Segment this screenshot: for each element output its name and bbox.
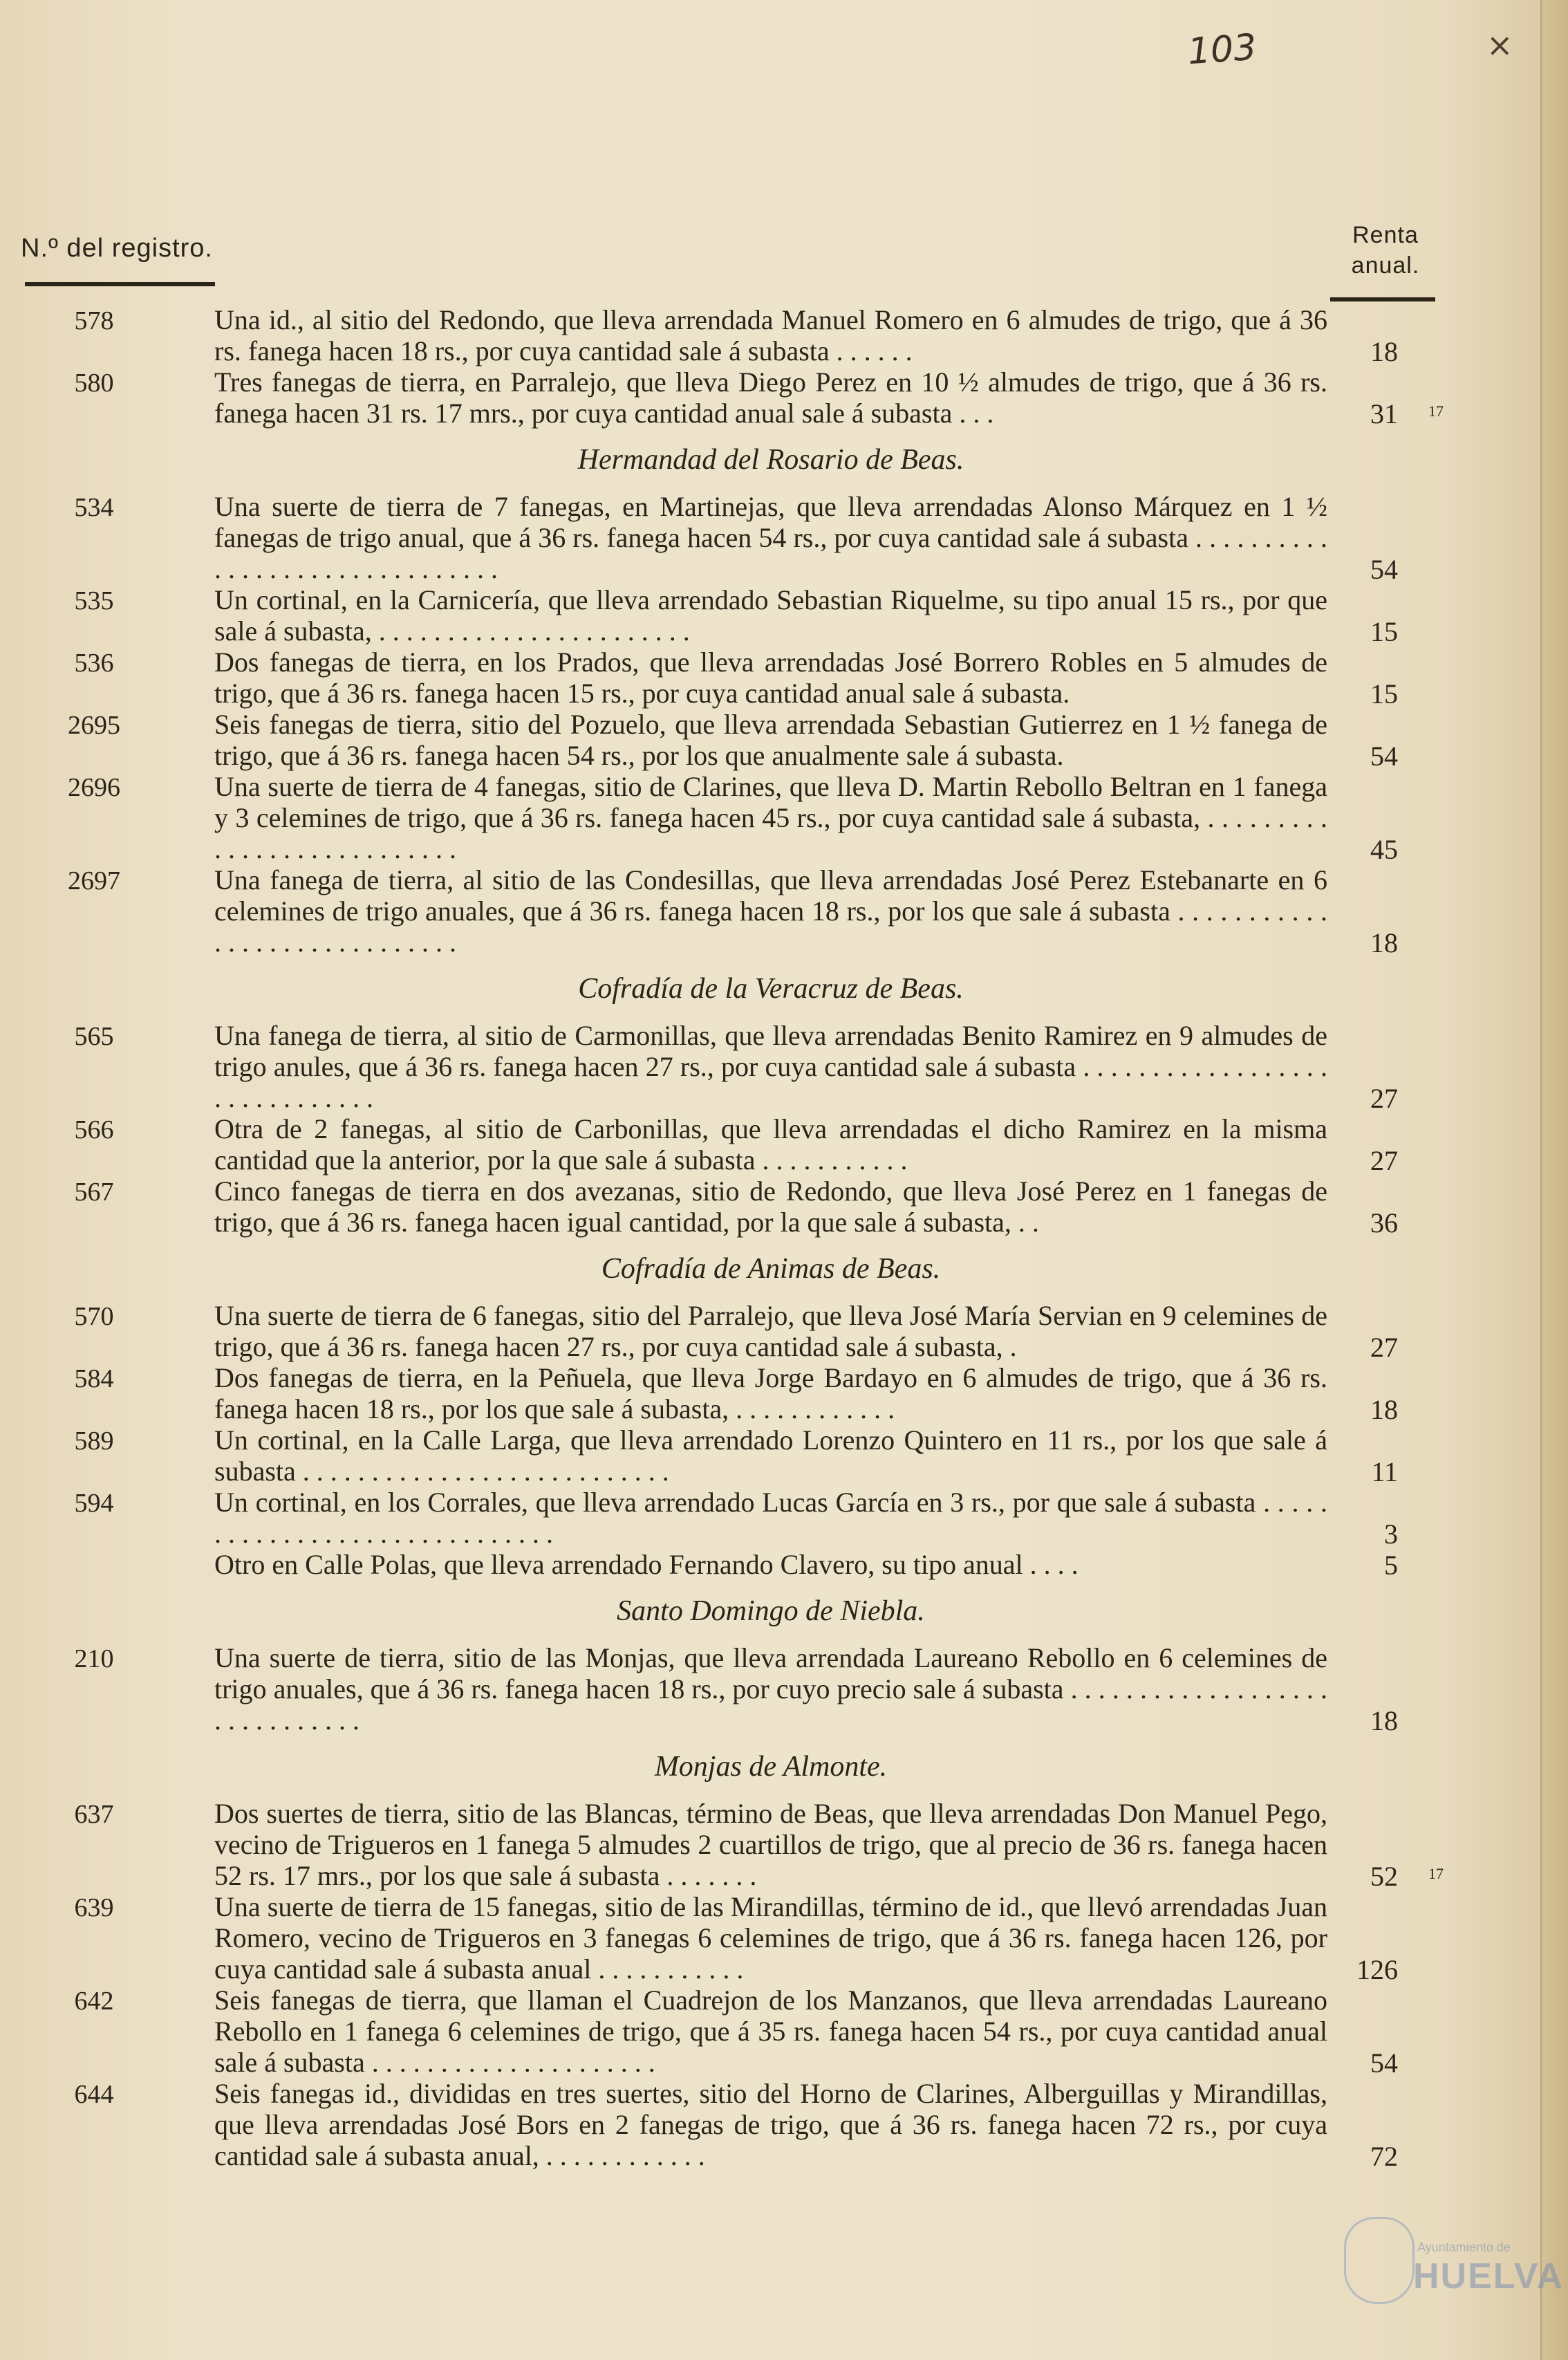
- entry-description: Una suerte de tierra de 6 fanegas, sitio del Parralejo, que lleva José María Servian en 9 celemines de trigo, que á 36 rs. fanega hacen 27 rs., por cuya cantidad sale á subasta, .: [214, 1300, 1327, 1362]
- entry-description: Una suerte de tierra de 4 fanegas, sitio de Clarines, que lleva D. Martin Rebollo Beltran en 1 fanega y 3 celemines de trigo, que á 36 rs. fanega hacen 45 rs., por cuya cantidad sale á subasta, . . . . . . . . . . . . . . . . . . . . . . . . . . .: [214, 771, 1327, 864]
- entry-description: Un cortinal, en la Calle Larga, que lleva arrendado Lorenzo Quintero en 11 rs., por los que sale á subasta . . . . . . . . . . . . . . . . . . . . . . . . . . .: [214, 1424, 1327, 1487]
- registry-number: 580: [74, 369, 114, 398]
- entry-description: Seis fanegas de tierra, que llaman el Cuadrejon de los Manzanos, que lleva arrendadas Laureano Rebollo en 1 fanega 6 celemines de trigo, que á 35 rs. fanega hacen 54 rs., por cuya cantidad anual sale á subasta . . . . . . . . . . . . . . . . . . . . .: [214, 1985, 1327, 2078]
- registry-number: 535: [74, 586, 114, 615]
- registry-entry: [0, 1176, 1540, 1238]
- registry-number: 534: [74, 493, 114, 522]
- registry-number: 565: [74, 1022, 114, 1051]
- entry-description: Una suerte de tierra, sitio de las Monjas, que lleva arrendada Laureano Rebollo en 6 celemines de trigo anuales, que á 36 rs. fanega hacen 18 rs., por cuyo precio sale á subasta . . . . . . . . . . . . . . . . . . . . . . . . . . . . . .: [214, 1642, 1327, 1736]
- registry-number: 566: [74, 1115, 114, 1144]
- header-rule-right: [1330, 297, 1435, 301]
- annual-rent-amount: 126: [1356, 1954, 1398, 1985]
- annual-rent-amount: 3: [1384, 1518, 1398, 1550]
- registry-entry: [0, 647, 1540, 709]
- annual-rent-amount: 18: [1370, 1705, 1398, 1736]
- annual-rent-amount: 18: [1370, 927, 1398, 958]
- header-rent-line2: anual.: [1351, 252, 1420, 279]
- registry-entry: [0, 491, 1540, 584]
- entry-description: Seis fanegas id., divididas en tres suertes, sitio del Horno de Clarines, Alberguillas y Mirandillas, que lleva arrendadas José Bors en 2 fanegas de trigo, que á 36 rs. fanega hacen 72 rs., por cuya cantidad sale á subasta anual, . . . . . . . . . . . .: [214, 2078, 1327, 2171]
- registry-entry: [0, 1300, 1540, 1362]
- page-binding-edge: [1540, 0, 1568, 2360]
- entry-description: Una id., al sitio del Redondo, que lleva arrendada Manuel Romero en 6 almudes de trigo, que á 36 rs. fanega hacen 18 rs., por cuya cantidad sale á subasta . . . . . .: [214, 304, 1327, 366]
- section-heading: Santo Domingo de Niebla.: [617, 1595, 925, 1627]
- registry-entry: [0, 771, 1540, 864]
- registry-entry: [0, 1424, 1540, 1487]
- header-rule-left: [25, 282, 215, 286]
- registry-number: 2696: [68, 773, 120, 802]
- annual-rent-amount: 11: [1371, 1456, 1398, 1487]
- annual-rent-amount: 27: [1370, 1083, 1398, 1114]
- entry-description: Otro en Calle Polas, que lleva arrendado Fernando Clavero, su tipo anual . . . .: [214, 1549, 1079, 1580]
- entry-description: Un cortinal, en los Corrales, que lleva arrendado Lucas García en 3 rs., por que sale á subasta . . . . . . . . . . . . . . . . . . . . . . . . . . . . . .: [214, 1487, 1327, 1549]
- annual-rent-amount: 27: [1370, 1145, 1398, 1176]
- registry-number: 637: [74, 1800, 114, 1829]
- registry-number: 594: [74, 1489, 114, 1518]
- registry-number: 536: [74, 649, 114, 678]
- entry-description: Dos suertes de tierra, sitio de las Blancas, término de Beas, que lleva arrendadas Don Manuel Pego, vecino de Trigueros en 1 fanega 5 almudes 2 cuartillos de trigo, que al precio de 36 rs. fanega hacen 52 rs. 17 mrs., por los que sale á subasta . . . . . . .: [214, 1798, 1327, 1891]
- annual-rent-amount: 54: [1370, 2047, 1398, 2079]
- section-heading: Cofradía de la Veracruz de Beas.: [578, 973, 964, 1005]
- section-heading: Monjas de Almonte.: [654, 1751, 888, 1783]
- registry-entry: [0, 1642, 1540, 1736]
- page-number: 103: [1186, 26, 1258, 73]
- section-heading: Cofradía de Animas de Beas.: [601, 1253, 941, 1285]
- header-registry-label: N.º del registro.: [21, 234, 213, 263]
- annual-rent-amount: 36: [1370, 1207, 1398, 1238]
- entry-description: Una fanega de tierra, al sitio de Carmonillas, que lleva arrendadas Benito Ramirez en 9 almudes de trigo anules, que á 36 rs. fanega hacen 27 rs., por cuya cantidad sale á subasta . . . . . . . . . . . . . . . . . . . . . . . . . . . . . .: [214, 1020, 1327, 1113]
- registry-number: 2695: [68, 711, 120, 740]
- registry-entry: [0, 1487, 1540, 1549]
- annual-rent-amount: 18: [1370, 336, 1398, 367]
- stamp-line2: HUELVA: [1413, 2256, 1565, 2296]
- registry-entry: [0, 2078, 1540, 2171]
- entry-description: Tres fanegas de tierra, en Parralejo, que lleva Diego Perez en 10 ½ almudes de trigo, que á 36 rs. fanega hacen 31 rs. 17 mrs., por cuya cantidad anual sale á subasta . . .: [214, 366, 1327, 429]
- registry-entry: [0, 366, 1540, 429]
- registry-number: 570: [74, 1302, 114, 1331]
- annual-rent-amount: 31: [1370, 398, 1398, 429]
- entry-description: Un cortinal, en la Carnicería, que lleva arrendado Sebastian Riquelme, su tipo anual 15 rs., por que sale á subasta, . . . . . . . . . . . . . . . . . . . . . . .: [214, 584, 1327, 647]
- corner-mark: ×: [1486, 26, 1513, 64]
- entry-description: Una suerte de tierra de 15 fanegas, sitio de las Mirandillas, término de id., que llevó arrendadas Juan Romero, vecino de Trigueros en 3 fanegas 6 celemines de trigo, que á 36 rs. fanega hacen 126, por cuya cantidad sale á subasta anual . . . . . . . . . . .: [214, 1891, 1327, 1985]
- registry-entry: [0, 1985, 1540, 2078]
- annual-rent-amount: 52: [1370, 1861, 1398, 1892]
- registry-number: 639: [74, 1893, 114, 1922]
- registry-number: 210: [74, 1644, 114, 1673]
- entry-description: Una fanega de tierra, al sitio de las Condesillas, que lleva arrendadas José Perez Estebanarte en 6 celemines de trigo anuales, que á 36 rs. fanega hacen 18 rs., por los que sale á subasta . . . . . . . . . . . . . . . . . . . . . . . . . . . . .: [214, 864, 1327, 958]
- registry-number: 642: [74, 1987, 114, 2016]
- annual-rent-amount: 5: [1384, 1550, 1398, 1581]
- annual-rent-amount: 54: [1370, 741, 1398, 772]
- registry-entry: [0, 1113, 1540, 1176]
- registry-number: 567: [74, 1178, 114, 1207]
- stamp-line1: Ayuntamiento de: [1417, 2240, 1511, 2254]
- entry-description: Seis fanegas de tierra, sitio del Pozuelo, que lleva arrendada Sebastian Gutierrez en 1 ½ fanega de trigo, que á 36 rs. fanega hacen 54 rs., por los que anualmente sale á subasta.: [214, 709, 1327, 771]
- registry-entry: [0, 1549, 1540, 1580]
- archive-stamp: [1340, 2213, 1565, 2351]
- annual-rent-amount: 15: [1370, 616, 1398, 647]
- registry-entry: [0, 1798, 1540, 1891]
- registry-number: 2697: [68, 866, 120, 895]
- amount-maravedis: 17: [1428, 402, 1444, 420]
- entry-description: Una suerte de tierra de 7 fanegas, en Martinejas, que lleva arrendadas Alonso Márquez en 1 ½ fanegas de trigo anual, que á 36 rs. fanega hacen 54 rs., por cuya cantidad sale á subasta . . . . . . . . . . . . . . . . . . . . . . . . . . . . . . .: [214, 491, 1327, 584]
- registry-entry: [0, 1362, 1540, 1424]
- header-rent-label: [1344, 220, 1427, 281]
- entry-description: Dos fanegas de tierra, en la Peñuela, que lleva Jorge Bardayo en 6 almudes de trigo, que á 36 rs. fanega hacen 18 rs., por los que sale á subasta, . . . . . . . . . . . .: [214, 1362, 1327, 1424]
- section-heading: Hermandad del Rosario de Beas.: [577, 444, 964, 476]
- entries-list: [0, 304, 1540, 2171]
- registry-entry: [0, 304, 1540, 366]
- coat-of-arms-icon: [1344, 2217, 1415, 2304]
- amount-maravedis: 17: [1428, 1865, 1444, 1882]
- annual-rent-amount: 27: [1370, 1332, 1398, 1363]
- registry-number: 644: [74, 2080, 114, 2109]
- annual-rent-amount: 45: [1370, 834, 1398, 865]
- registry-entry: [0, 1891, 1540, 1985]
- header-rent-line1: Renta: [1352, 222, 1419, 248]
- registry-entry: [0, 1020, 1540, 1113]
- annual-rent-amount: 15: [1370, 678, 1398, 709]
- entry-description: Dos fanegas de tierra, en los Prados, que lleva arrendadas José Borrero Robles en 5 almudes de trigo, que á 36 rs. fanega hacen 15 rs., por cuya cantidad anual sale á subasta.: [214, 647, 1327, 709]
- annual-rent-amount: 18: [1370, 1394, 1398, 1425]
- registry-entry: [0, 709, 1540, 771]
- registry-entry: [0, 584, 1540, 647]
- annual-rent-amount: 54: [1370, 554, 1398, 585]
- registry-number: 584: [74, 1364, 114, 1393]
- entry-description: Otra de 2 fanegas, al sitio de Carbonillas, que lleva arrendadas el dicho Ramirez en la misma cantidad que la anterior, por la que sale á subasta . . . . . . . . . . .: [214, 1113, 1327, 1176]
- registry-entry: [0, 864, 1540, 958]
- registry-number: 578: [74, 306, 114, 335]
- entry-description: Cinco fanegas de tierra en dos avezanas, sitio de Redondo, que lleva José Perez en 1 fanegas de trigo, que á 36 rs. fanega hacen igual cantidad, por la que sale á subasta, . .: [214, 1176, 1327, 1238]
- registry-number: 589: [74, 1427, 114, 1456]
- annual-rent-amount: 72: [1370, 2141, 1398, 2172]
